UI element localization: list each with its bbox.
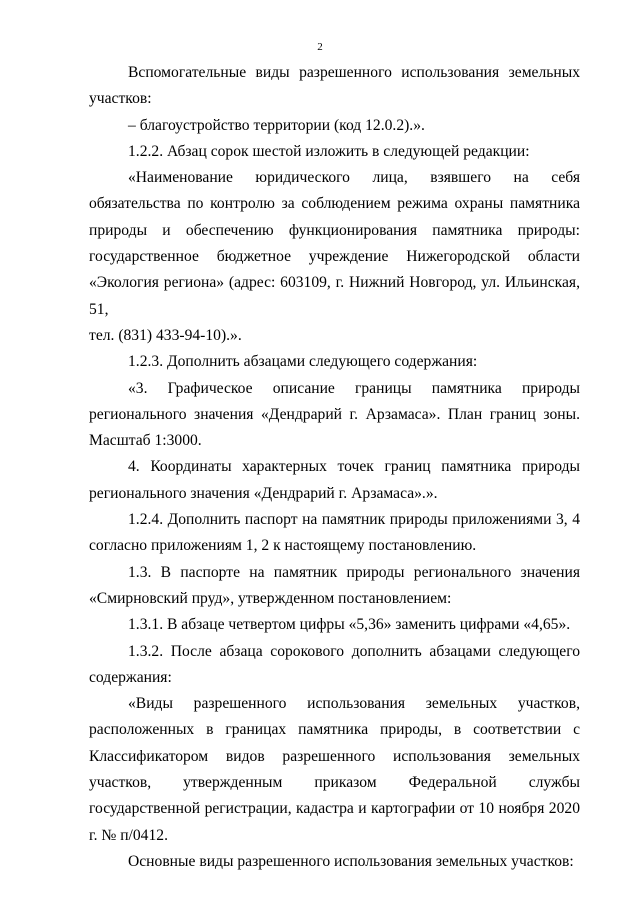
paragraph-1-3-1: 1.3.1. В абзаце четвертом цифры «5,36» заменить цифрами «4,65». [128, 616, 571, 634]
paragraph-1-2-3: 1.2.3. Дополнить абзацами следующего содержания: [128, 353, 478, 371]
paragraph-phone: тел. (831) 433-94-10).». [89, 326, 242, 344]
document-body [89, 60, 580, 875]
paragraph-auxiliary-uses-heading: Вспомогательные виды разрешенного использования земельных участков: [89, 64, 580, 108]
paragraph-main-uses-heading: Основные виды разрешенного использования земельных участков: [128, 852, 574, 870]
paragraph-permitted-uses-classifier: «Виды разрешенного использования земельных участков, расположенных в границах памятника природы, в соответствии с Классификатором видов разрешенного использования земельных участков, утвержденным приказом Федеральной службы государственной регистрации, кадастра и картографии от 10 ноября 2020 г. № п/0412. [89, 695, 580, 844]
paragraph-landscaping-code: – благоустройство территории (код 12.0.2).». [128, 116, 425, 134]
paragraph-graphic-description: «3. Графическое описание границы памятника природы регионального значения «Дендрарий г. Арзамаса». План границ зоны. Масштаб 1:3000. [89, 379, 580, 450]
paragraph-coordinates: 4. Координаты характерных точек границ памятника природы регионального значения «Дендрарий г. Арзамаса».». [89, 458, 580, 502]
paragraph-legal-entity: «Наименование юридического лица, взявшего на себя обязательства по контролю за соблюдением режима охраны памятника природы и обеспечению функционирования памятника природы: государственное бюджетное учреждение Нижегородской области «Экология региона» (адрес: 603109, г. Нижний Новгород, ул. Ильинская, 51, [89, 169, 580, 318]
paragraph-1-3-2: 1.3.2. После абзаца сорокового дополнить абзацами следующего содержания: [89, 642, 580, 686]
paragraph-1-2-4: 1.2.4. Дополнить паспорт на памятник природы приложениями 3, 4 согласно приложениям 1, 2 к настоящему постановлению. [89, 511, 580, 555]
paragraph-1-3: 1.3. В паспорте на памятник природы регионального значения «Смирновский пруд», утвержденном постановлением: [89, 563, 580, 607]
paragraph-1-2-2: 1.2.2. Абзац сорок шестой изложить в следующей редакции: [128, 142, 530, 160]
page-number: 2 [317, 41, 323, 53]
